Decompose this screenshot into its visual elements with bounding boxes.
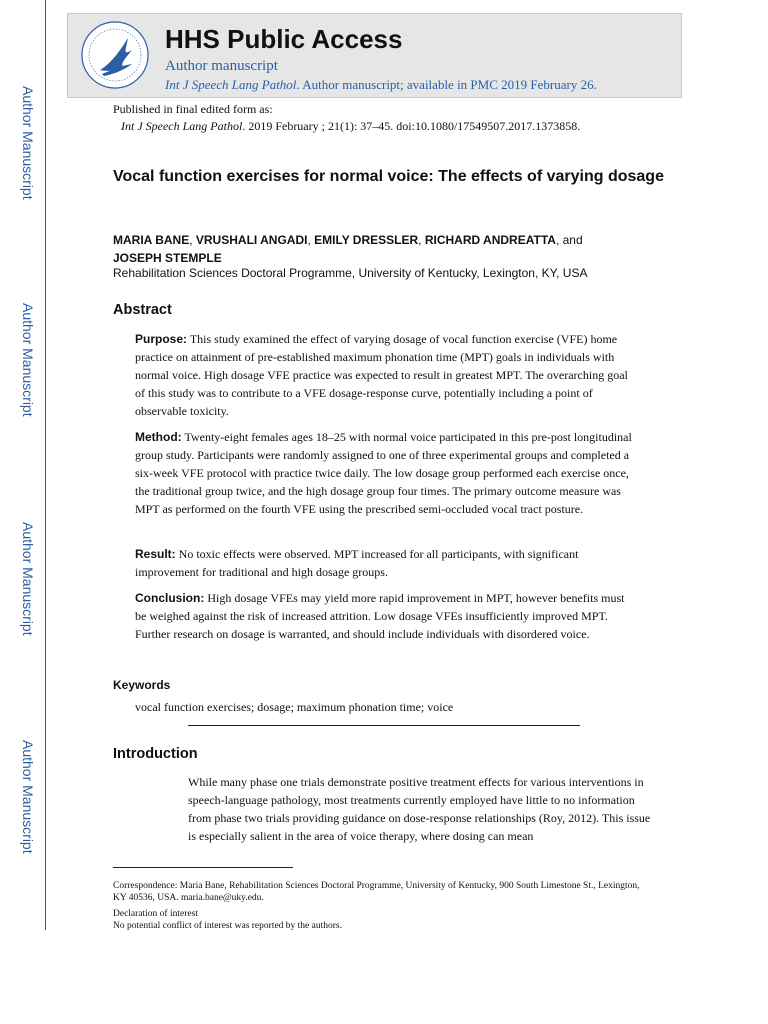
abstract-section-text: High dosage VFEs may yield more rapid improvement in MPT, however benefits must be weighed against the risk of increased attrition. Low dosage VFEs insufficiently improved MPT. Further research on dosage is warranted, and should include individuals with disordered voice. [135,591,625,641]
author-name: RICHARD ANDREATTA [424,233,556,247]
sidebar-label: Author Manuscript [20,86,36,200]
banner-availability [165,77,597,93]
author-manuscript-sidebar [0,0,46,930]
journal-name: Int J Speech Lang Pathol [165,77,297,92]
banner-title: HHS Public Access [165,24,403,54]
abstract-section-text: This study examined the effect of varying dosage of vocal function exercise (VFE) home practice on attainment of pre-established maximum phonation time (MPT) goals in individuals with normal voice. High dosage VFE practice was expected to result in greatest MPT. The overarching goal of this study was to contribute to a VFE dosage-response curve, potentially including a point of observable toxicity. [135,332,628,418]
abstract-purpose [135,330,635,420]
author-list [113,231,673,267]
abstract-result [135,545,635,581]
publication-citation [113,118,580,135]
footnote-divider [113,867,293,868]
abstract-section-label: Method: [135,430,182,444]
author-name: EMILY DRESSLER [314,233,419,247]
publication-info [113,101,580,135]
sidebar-label: Author Manuscript [20,740,36,854]
publication-label: Published in final edited form as: [113,102,273,116]
abstract-section-text: Twenty-eight females ages 18–25 with normal voice participated in this pre-post longitudinal group study. Participants were randomly assigned to one of three experimental groups and completed a six-week VFE protocol with practice twice daily. The low dosage group performed each exercise once, the traditional group twice, and the high dosage group four times. The primary outcome measure was MPT as performed on the fourth VFE using the prescribed semi-occluded vocal tract posture. [135,430,632,516]
citation-journal: Int J Speech Lang Pathol [121,119,243,133]
introduction-text: While many phase one trials demonstrate positive treatment effects for various interventions in speech-language pathology, most treatments currently employed have little to no information from phase two trials providing guidance on dose-response relationships (Roy, 2012). This issue is especially salient in the area of voice therapy, where dosing can mean [188,775,651,843]
author-affiliation: Rehabilitation Sciences Doctoral Programme, University of Kentucky, Lexington, KY, USA [113,266,588,280]
section-divider [188,725,580,726]
abstract-method [135,428,635,518]
author-name: JOSEPH STEMPLE [113,251,222,265]
abstract-section-label: Result: [135,547,176,561]
availability-text: . Author manuscript; available in PMC 2019 February 26. [296,77,597,92]
correspondence-note: Correspondence: Maria Bane, Rehabilitation Sciences Doctoral Programme, University of Kentucky, 900 South Limestone St., Lexington, KY 40536, USA. maria.bane@uky.edu. [113,881,640,903]
keywords-text: vocal function exercises; dosage; maximum phonation time; voice [135,700,454,714]
sidebar-label: Author Manuscript [20,303,36,417]
banner-subtitle: Author manuscript [165,58,278,74]
author-separator: , [307,233,315,247]
hhs-eagle-seal-icon [80,20,150,90]
article-title: Vocal function exercises for normal voice: The effects of varying dosage [113,168,664,185]
abstract-conclusion [135,589,635,643]
introduction-heading: Introduction [113,746,198,762]
hhs-public-access-banner [67,13,682,98]
declaration-heading: Declaration of interest [113,909,198,919]
author-name: VRUSHALI ANGADI [195,233,308,247]
keywords-heading: Keywords [113,678,171,692]
declaration-text: No potential conflict of interest was reported by the authors. [113,921,342,931]
citation-details: . 2019 February ; 21(1): 37–45. doi:10.1080/17549507.2017.1373858. [242,119,581,133]
author-separator: , [189,233,196,247]
abstract-section-text: No toxic effects were observed. MPT increased for all participants, with significant improvement for traditional and high dosage groups. [135,547,579,579]
abstract-section-label: Conclusion: [135,591,205,605]
author-separator: , and [555,233,583,247]
sidebar-label: Author Manuscript [20,522,36,636]
author-name: MARIA BANE [113,233,190,247]
author-separator: , [418,233,425,247]
abstract-section-label: Purpose: [135,332,188,346]
abstract-heading: Abstract [113,302,172,318]
